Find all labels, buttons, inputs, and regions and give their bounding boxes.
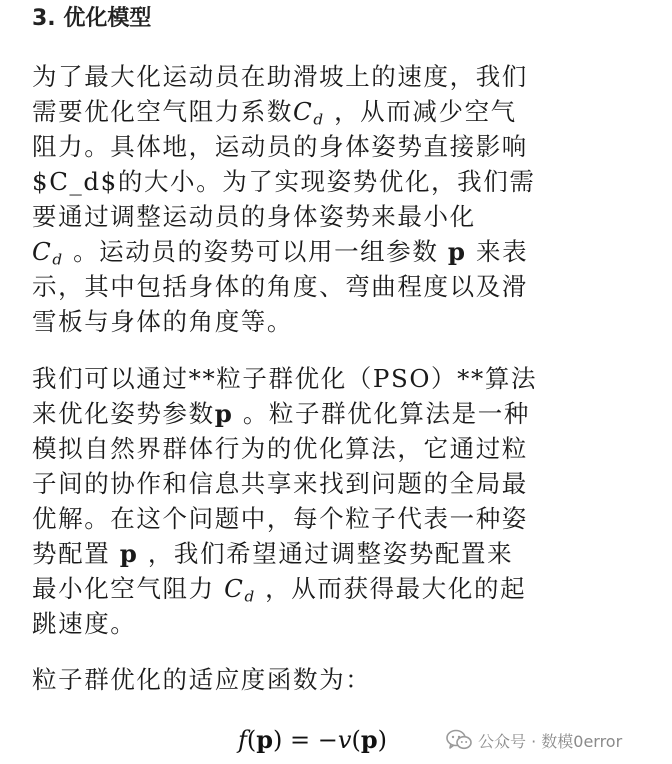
paragraph1-line6-text-b: 来表 bbox=[476, 237, 529, 266]
paragraph1-line5: 要通过调整运动员的身体姿势来最小化 bbox=[32, 202, 476, 231]
paragraph1-line4: $C_d$的大小。为了实现姿势优化，我们需 bbox=[32, 167, 536, 196]
paragraph1-line2-text-b: ，从而减少空气 bbox=[334, 97, 517, 126]
paragraph1-line3: 阻力。具体地，运动员的身体姿势直接影响 bbox=[32, 132, 528, 161]
formula-rparen: ) bbox=[377, 726, 387, 754]
paragraph2-line7-text-a: 最小化空气阻力 bbox=[32, 574, 215, 603]
paragraph2-line2-text-a: 来优化姿势参数 bbox=[32, 399, 215, 428]
paragraph1-line1: 为了最大化运动员在助滑坡上的速度，我们 bbox=[32, 62, 528, 91]
formula-v: v bbox=[337, 726, 352, 754]
p-vector-symbol: p bbox=[214, 399, 234, 428]
paragraph2-line2-text-b: 。粒子群优化算法是一种 bbox=[242, 399, 530, 428]
paragraph2-line6 bbox=[32, 537, 513, 571]
formula-f: f bbox=[238, 726, 247, 754]
p-vector-symbol: p bbox=[447, 237, 467, 266]
formula-p: p bbox=[256, 725, 274, 754]
paragraph2-line1: 我们可以通过**粒子群优化（PSO）**算法 bbox=[32, 364, 538, 393]
paragraph1-line2-text-a: 需要优化空气阻力系数 bbox=[32, 97, 293, 126]
paragraph2-line4: 子间的协作和信息共享来找到问题的全局最 bbox=[32, 469, 528, 498]
section-heading: 3. 优化模型 bbox=[32, 6, 152, 31]
paragraph2-line2 bbox=[32, 397, 530, 431]
paragraph2-line5: 优解。在这个问题中，每个粒子代表一种姿 bbox=[32, 504, 528, 533]
p-vector-symbol: p bbox=[119, 539, 139, 568]
paragraph1-line6-text-a: 。运动员的姿势可以用一组参数 bbox=[73, 237, 439, 266]
paragraph2-line8: 跳速度。 bbox=[32, 609, 137, 638]
cd-symbol: $C_d$ bbox=[224, 574, 256, 606]
paragraph2-line7-text-b: ，从而获得最大化的起 bbox=[265, 574, 527, 603]
formula-equals-minus: = − bbox=[282, 726, 338, 754]
cd-symbol: $C_d$ bbox=[293, 97, 325, 129]
watermark-text: 公众号 · 数模0error bbox=[478, 731, 623, 751]
paragraph2-line3: 模拟自然界群体行为的优化算法，它通过粒 bbox=[32, 434, 528, 463]
paragraph2-line6-text-b: ，我们希望通过调整姿势配置来 bbox=[147, 539, 514, 568]
formula-p: p bbox=[360, 725, 378, 754]
formula-rparen: ) bbox=[273, 726, 283, 754]
paragraph1-line7: 示，其中包括身体的角度、弯曲程度以及滑 bbox=[32, 272, 528, 301]
paragraph3-line1: 粒子群优化的适应度函数为： bbox=[32, 665, 372, 694]
cd-symbol: $C_d$ bbox=[32, 237, 64, 269]
paragraph2-line6-text-a: 势配置 bbox=[32, 539, 111, 568]
watermark bbox=[446, 727, 622, 753]
wechat-icon bbox=[446, 729, 472, 751]
fitness-formula bbox=[238, 722, 387, 758]
formula-lparen: ( bbox=[246, 726, 257, 754]
paragraph1-line8: 雪板与身体的角度等。 bbox=[32, 307, 293, 336]
formula-lparen: ( bbox=[351, 726, 361, 754]
